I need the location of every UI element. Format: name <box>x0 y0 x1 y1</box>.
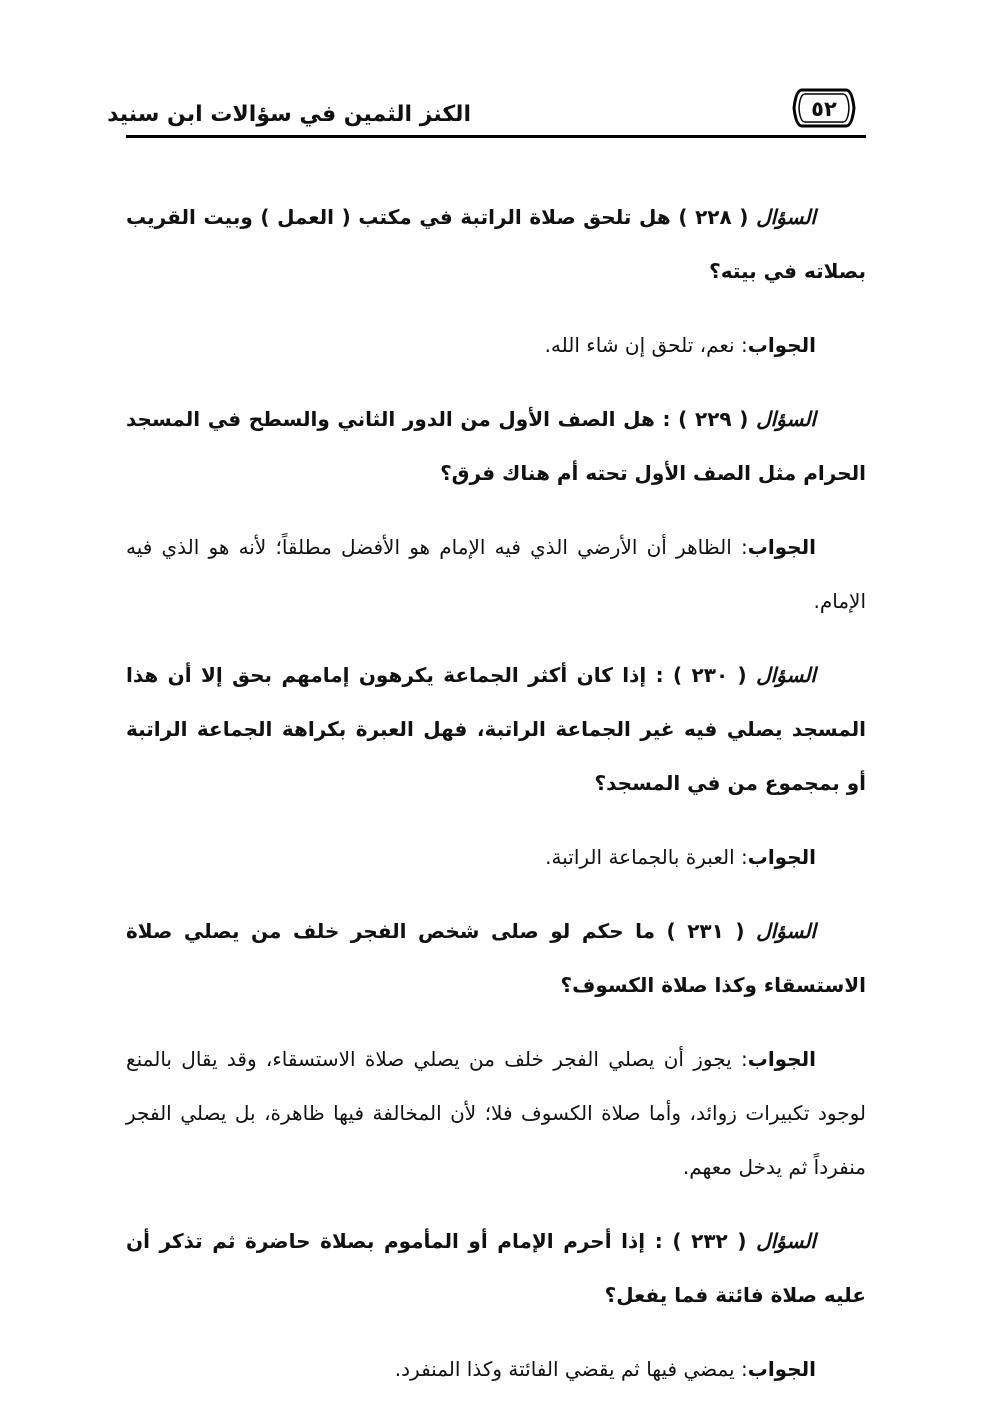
answer-text: : العبرة بالجماعة الراتبة. <box>545 845 748 869</box>
question-text: ( ٢٣٢ ) : إذا أحرم الإمام أو المأموم بصلاة حاضرة ثم تذكر أن عليه صلاة فائتة فما يفعل؟ <box>126 1229 866 1307</box>
question-text: ( ٢٢٩ ) : هل الصف الأول من الدور الثاني والسطح في المسجد الحرام مثل الصف الأول تحته أم هناك فرق؟ <box>126 407 866 485</box>
question <box>126 392 866 500</box>
question-label: السؤال <box>756 1229 816 1253</box>
answer-label: الجواب <box>747 845 816 869</box>
qa-entry <box>126 1214 866 1396</box>
answer-text: : نعم، تلحق إن شاء الله. <box>544 333 748 357</box>
answer-text: : يجوز أن يصلي الفجر خلف من يصلي صلاة الاستسقاء، وقد يقال بالمنع لوجود تكبيرات زوائد، وأما صلاة الكسوف فلا؛ لأن المخالفة فيها ظاهرة، بل يصلي الفجر منفرداً ثم يدخل معهم. <box>126 1047 866 1179</box>
book-title: الكنز الثمين في سؤالات ابن سنيد <box>107 102 471 127</box>
question-text: ( ٢٣٠ ) : إذا كان أكثر الجماعة يكرهون إمامهم بحق إلا أن هذا المسجد يصلي فيه غير الجماعة الراتبة، فهل العبرة بكراهة الجماعة الراتبة أو بمجموع من في المسجد؟ <box>126 663 866 795</box>
qa-entry <box>126 392 866 628</box>
question <box>126 1214 866 1322</box>
answer-label: الجواب <box>747 1047 816 1071</box>
answer-text: : الظاهر أن الأرضي الذي فيه الإمام هو الأفضل مطلقاً؛ لأنه هو الذي فيه الإمام. <box>126 535 866 613</box>
question-label: السؤال <box>756 663 816 687</box>
answer <box>126 1032 866 1194</box>
answer-label: الجواب <box>747 1357 816 1381</box>
page-header <box>107 86 866 138</box>
answer <box>126 318 866 372</box>
qa-entry <box>126 904 866 1194</box>
answer-label: الجواب <box>747 333 816 357</box>
question-label: السؤال <box>756 919 816 943</box>
qa-content <box>126 170 866 1416</box>
question <box>126 904 866 1012</box>
answer-text: : يمضي فيها ثم يقضي الفائتة وكذا المنفرد. <box>394 1357 748 1381</box>
question <box>126 648 866 810</box>
header-divider <box>126 135 866 138</box>
question-text: ( ٢٣١ ) ما حكم لو صلى شخص الفجر خلف من يصلي صلاة الاستسقاء وكذا صلاة الكسوف؟ <box>126 919 866 997</box>
page-number: ٥٢ <box>811 97 837 121</box>
answer <box>126 830 866 884</box>
qa-entry <box>126 190 866 372</box>
page-number-frame <box>792 88 856 128</box>
answer <box>126 1342 866 1396</box>
answer <box>126 520 866 628</box>
question-label: السؤال <box>756 205 816 229</box>
qa-entry <box>126 648 866 884</box>
answer-label: الجواب <box>747 535 816 559</box>
question <box>126 190 866 298</box>
question-label: السؤال <box>756 407 816 431</box>
question-text: ( ٢٢٨ ) هل تلحق صلاة الراتبة في مكتب ( العمل ) وبيت القريب بصلاته في بيته؟ <box>126 205 866 283</box>
